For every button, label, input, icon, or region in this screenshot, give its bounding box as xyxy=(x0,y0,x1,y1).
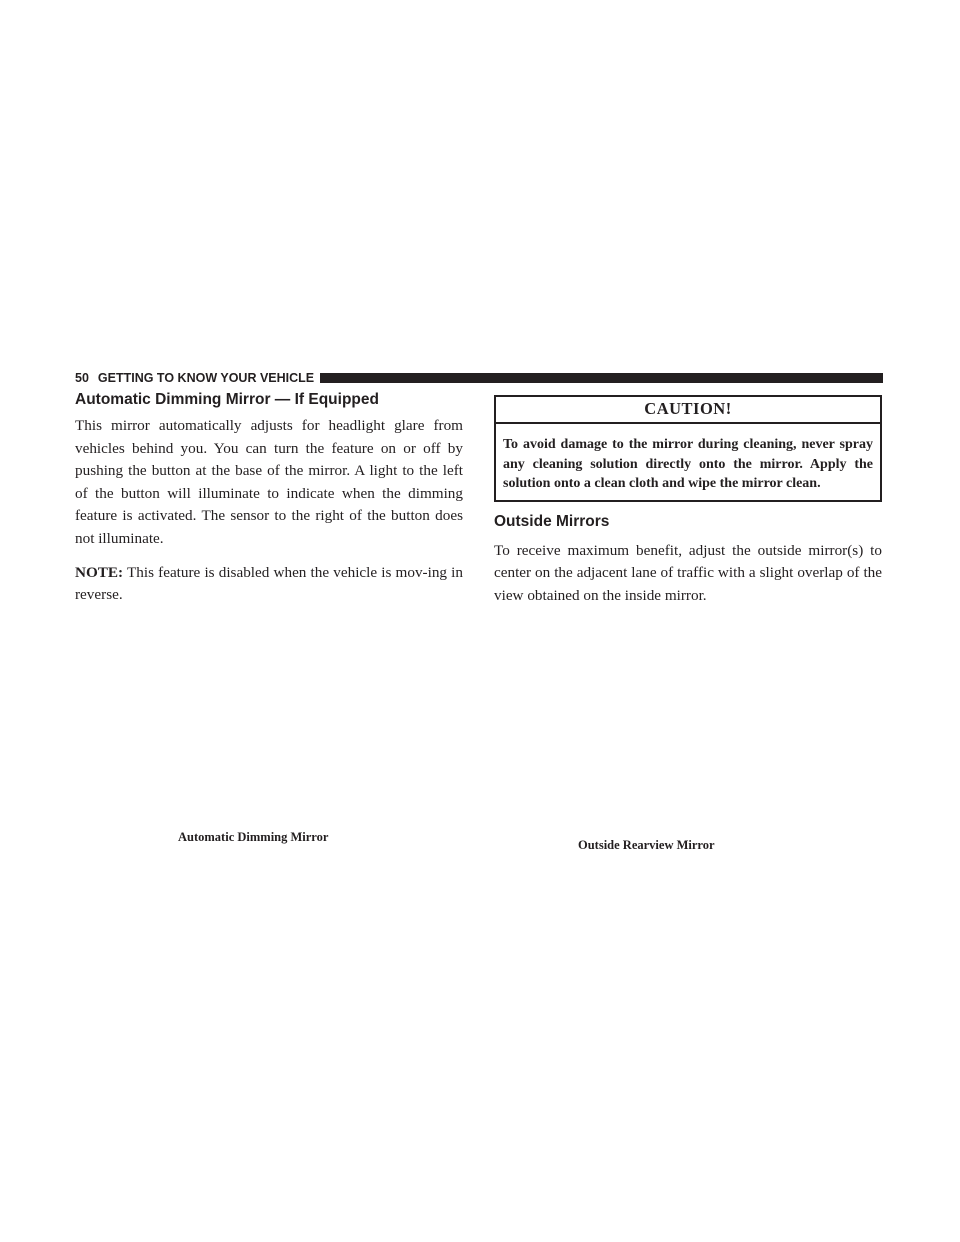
automatic-dimming-mirror-paragraph: This mirror automatically adjusts for headlight glare from vehicles behind you. You can turn the feature on or off by pushing the button at the base of the mirror. A light to the left of the button will illuminate to indicate when the dimming feature is activated. The sensor to the right of the button does not illuminate. xyxy=(75,417,463,547)
outside-mirrors-heading: Outside Mirrors xyxy=(494,512,610,530)
caution-text: To avoid damage to the mirror during cleaning, never spray any cleaning solution directly onto the mirror. Apply the solution onto a clean cloth and wipe the mirror clean. xyxy=(503,437,873,492)
automatic-dimming-mirror-heading: Automatic Dimming Mirror — If Equipped xyxy=(75,391,379,408)
automatic-dimming-mirror-caption: Automatic Dimming Mirror xyxy=(178,830,329,844)
left-column xyxy=(75,391,463,607)
note-paragraph xyxy=(75,562,463,607)
header-rule xyxy=(320,373,883,383)
note-text: This feature is disabled when the vehicle is mov-ing in reverse. xyxy=(75,563,463,604)
right-column xyxy=(494,395,882,608)
section-title: GETTING TO KNOW YOUR VEHICLE xyxy=(97,371,315,385)
page-header xyxy=(75,369,883,387)
caution-box xyxy=(494,395,882,502)
outside-mirrors-paragraph: To receive maximum benefit, adjust the outside mirror(s) to center on the adjacent lane of traffic with a slight overlap of the view obtained on the inside mirror. xyxy=(494,541,882,604)
note-label: NOTE: xyxy=(75,563,124,581)
page-number: 50 xyxy=(75,371,89,385)
outside-rearview-mirror-caption: Outside Rearview Mirror xyxy=(578,838,715,852)
caution-title: CAUTION! xyxy=(496,397,880,424)
